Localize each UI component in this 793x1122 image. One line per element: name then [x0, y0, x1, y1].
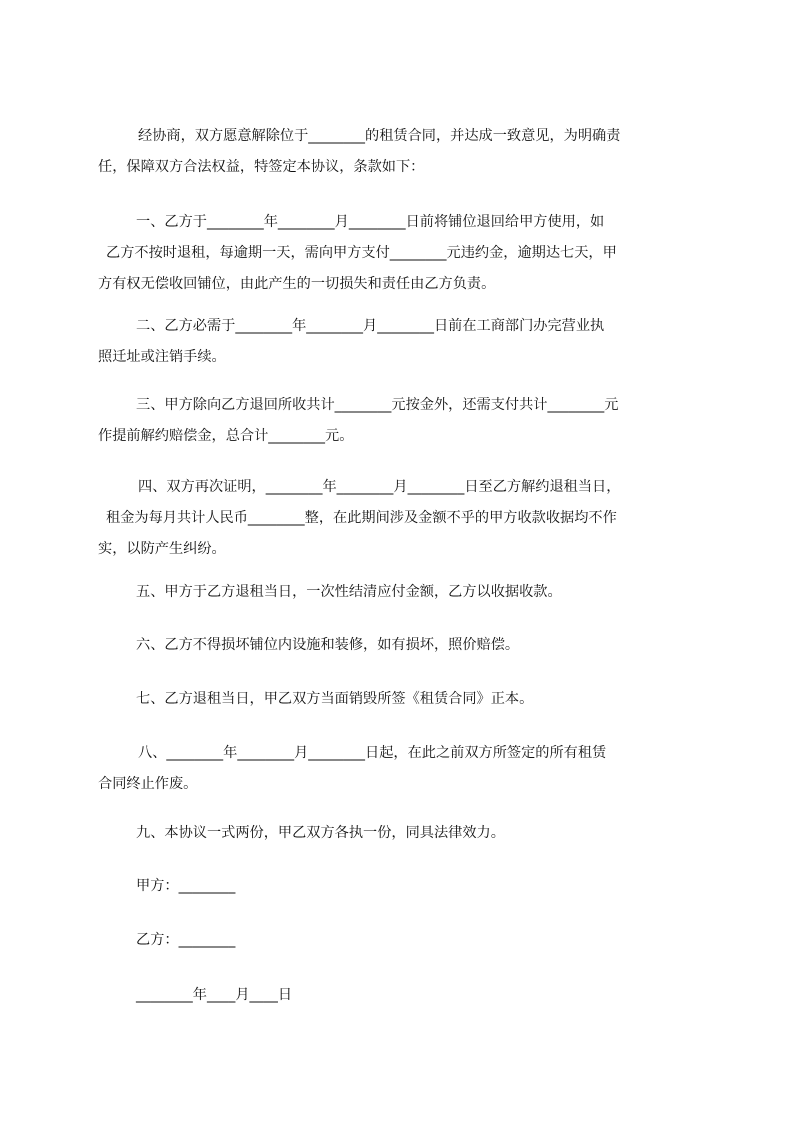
signature-date [98, 980, 702, 1011]
clause-8 [98, 738, 702, 800]
clause-9-line-1: 九、本协议一式两份，甲乙双方各执一份，同具法律效力。 [136, 825, 505, 841]
clause-8-line-2: 合同终止作废。 [98, 776, 198, 792]
clause-4-line-3: 实，以防产生纠纷。 [98, 541, 226, 557]
clause-5 [98, 577, 702, 608]
intro-paragraph [98, 121, 702, 183]
clause-9 [98, 818, 702, 849]
clause-1 [98, 207, 702, 300]
clause-2-line-2: 照迁址或注销手续。 [98, 349, 226, 365]
clause-1-line-3: 方有权无偿收回铺位，由此产生的一切损失和责任由乙方负责。 [98, 276, 496, 292]
date-line: ________年____月____日 [136, 987, 293, 1003]
clause-3-line-1: 三、甲方除向乙方退回所收共计________元按金外，还需支付共计________元 [136, 397, 619, 413]
party-a-label: 甲方：________ [136, 878, 236, 894]
clause-4 [98, 472, 702, 565]
clause-8-line-1: 八、________年________月________日起，在此之前双方所签定的所有租赁 [138, 745, 607, 761]
intro-line-1: 经协商，双方愿意解除位于________的租赁合同，并达成一致意见，为明确责 [138, 128, 621, 144]
clause-5-line-1: 五、甲方于乙方退租当日，一次性结清应付金额，乙方以收据收款。 [136, 584, 562, 600]
clause-4-line-2: 租金为每月共计人民币________整，在此期间涉及金额不乎的甲方收款收据均不作 [106, 510, 617, 526]
clause-1-line-1: 一、乙方于________年________月________日前将铺位退回给甲方使用，如 [136, 214, 605, 230]
clause-7 [98, 684, 702, 715]
clause-2 [98, 311, 702, 373]
clause-2-line-1: 二、乙方必需于________年________月________日前在工商部门办完营业执 [136, 318, 605, 334]
party-b-label: 乙方：________ [136, 932, 236, 948]
signature-party-a [98, 871, 702, 902]
clause-3-line-2: 作提前解约赔偿金，总合计________元。 [98, 428, 354, 444]
clause-6-line-1: 六、乙方不得损坏铺位内设施和装修，如有损坏，照价赔偿。 [136, 637, 520, 653]
clause-4-line-1: 四、双方再次证明，________年________月________日至乙方解约退租当日， [138, 479, 621, 495]
clause-3 [98, 390, 702, 452]
clause-6 [98, 630, 702, 661]
clause-1-line-2: 乙方不按时退租，每逾期一天，需向甲方支付________元违约金，逾期达七天，甲 [106, 245, 617, 261]
signature-party-b [98, 925, 702, 956]
intro-line-2: 任，保障双方合法权益，特签定本协议，条款如下： [98, 159, 425, 175]
clause-7-line-1: 七、乙方退租当日，甲乙双方当面销毁所签《租赁合同》正本。 [136, 691, 534, 707]
